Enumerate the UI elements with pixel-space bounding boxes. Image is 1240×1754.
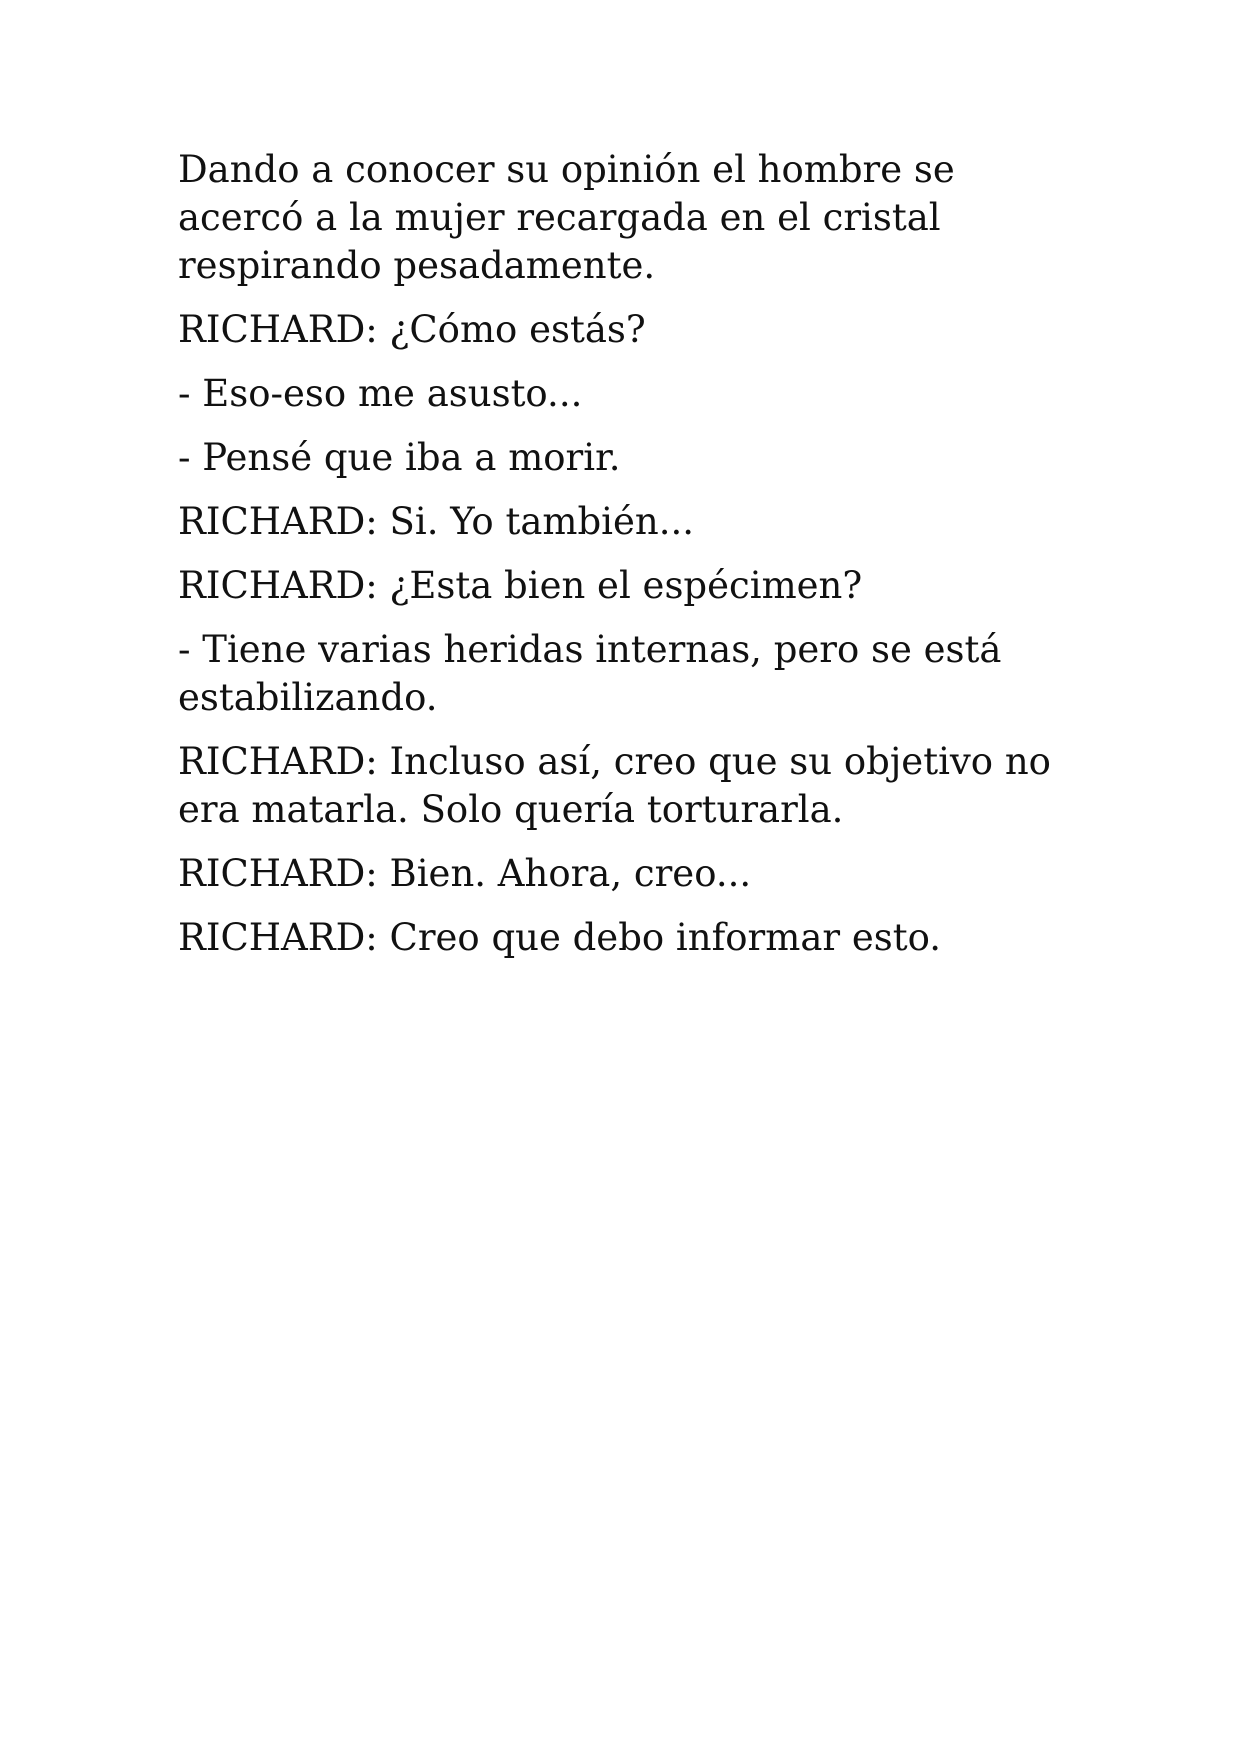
paragraph-dialogue: RICHARD: Si. Yo también... bbox=[178, 500, 695, 543]
body-text bbox=[178, 146, 1078, 978]
paragraph-dialogue: RICHARD: ¿Esta bien el espécimen? bbox=[178, 564, 863, 607]
paragraph-dialogue: RICHARD: Creo que debo informar esto. bbox=[178, 916, 941, 959]
paragraph-dialogue: - Eso-eso me asusto... bbox=[178, 372, 583, 415]
paragraph-narration: Dando a conocer su opinión el hombre se acercó a la mujer recargada en el cristal respirando pesadamente. bbox=[178, 148, 955, 287]
paragraph-dialogue: RICHARD: ¿Cómo estás? bbox=[178, 308, 646, 351]
paragraph-dialogue: - Tiene varias heridas internas, pero se está estabilizando. bbox=[178, 628, 1002, 719]
paragraph-dialogue: - Pensé que iba a morir. bbox=[178, 436, 621, 479]
paragraph-dialogue: RICHARD: Bien. Ahora, creo... bbox=[178, 852, 752, 895]
paragraph-dialogue: RICHARD: Incluso así, creo que su objetivo no era matarla. Solo quería torturarla. bbox=[178, 740, 1051, 831]
